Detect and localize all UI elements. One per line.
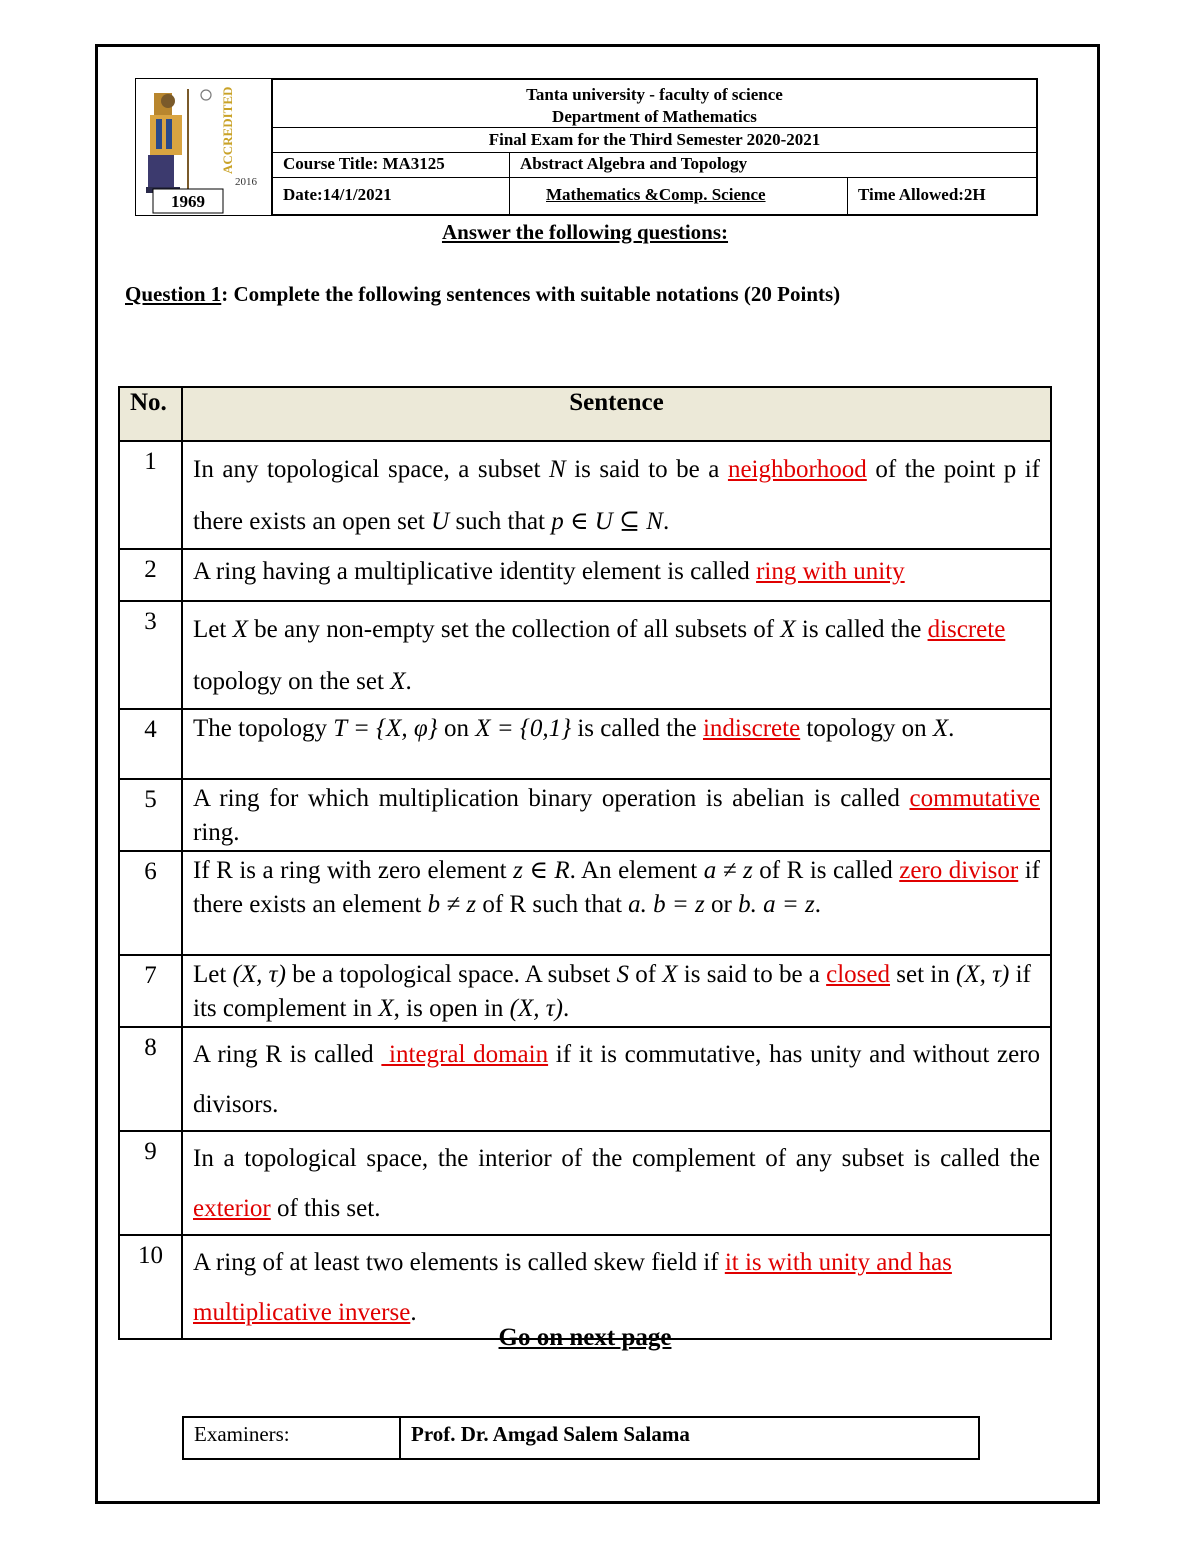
sentence-text: . An element [569, 857, 704, 884]
math-expr: X [780, 616, 796, 643]
sentence-text: A ring for which multiplication binary operation is abelian is called [193, 785, 910, 812]
question-1-heading [125, 282, 840, 307]
sentence-text: of [628, 961, 663, 988]
row-number: 7 [119, 955, 182, 1027]
sentence-cell [182, 851, 1051, 955]
answer-text: discrete [927, 616, 1006, 643]
course-title: Course Title: MA3125 [283, 154, 445, 173]
header-sentence: Sentence [182, 387, 1051, 441]
sentence-text: on [437, 715, 476, 742]
university-logo [135, 78, 272, 216]
math-expr: X = {0,1} [475, 715, 572, 742]
row-number: 4 [119, 709, 182, 779]
sentence-text: The topology [193, 715, 334, 742]
sentence-text: is called the [795, 616, 928, 643]
math-expr: U [431, 508, 450, 535]
exam-date: Date:14/1/2021 [283, 185, 392, 204]
math-expr: T = {X, φ} [333, 715, 438, 742]
date-row [273, 178, 1036, 216]
sentence-text: topology on the set [193, 668, 391, 695]
math-expr: (X, τ) [955, 961, 1010, 988]
sentence-text: , is open in [393, 995, 510, 1022]
time-allowed: Time Allowed:2H [847, 178, 1036, 216]
sentence-text: A ring having a multiplicative identity element is called [193, 558, 757, 585]
sentence-cell [182, 1131, 1051, 1235]
sentence-text: A ring of at least two elements is called skew field if [193, 1249, 725, 1276]
sentence-cell [182, 709, 1051, 779]
sentence-text: such that [449, 508, 552, 535]
row-number: 8 [119, 1027, 182, 1131]
answer-text: exterior [193, 1195, 271, 1222]
math-expr: a ≠ z [703, 857, 753, 884]
answer-text: integral domain [381, 1041, 549, 1068]
logo-year: 1969 [171, 192, 205, 211]
university-name: Tanta university - faculty of science [526, 85, 783, 104]
sentence-text: In any topological space, a subset [193, 456, 549, 483]
row-number: 2 [119, 549, 182, 601]
sentence-text: topology on [800, 715, 933, 742]
table-row [119, 441, 1051, 549]
table-row [119, 851, 1051, 955]
math-expr: X [390, 668, 406, 695]
answer-text: neighborhood [727, 456, 867, 483]
sentences-table [118, 386, 1052, 1340]
sentence-text: if it is commutative, has unity and without zero divisors. [193, 1041, 1041, 1118]
examiners-table [182, 1416, 980, 1460]
sentence-cell [182, 601, 1051, 709]
row-number: 5 [119, 779, 182, 851]
answer-text: closed [826, 961, 891, 988]
sentence-text: . [563, 995, 570, 1022]
sentence-text: of R such that [476, 891, 629, 918]
examiners-label: Examiners: [183, 1417, 400, 1459]
row-number: 10 [119, 1235, 182, 1339]
row-number: 9 [119, 1131, 182, 1235]
answer-text: zero divisor [899, 857, 1019, 884]
header-institution [273, 80, 1036, 128]
examiner-name: Prof. Dr. Amgad Salem Salama [400, 1417, 979, 1459]
sentence-text: . [410, 1299, 417, 1326]
sentence-text: . [814, 891, 821, 918]
sentence-text: of the point p if there exists an open set [193, 456, 1041, 535]
row-number: 1 [119, 441, 182, 549]
table-row [119, 549, 1051, 601]
math-expr: p ∈ U ⊆ N [551, 508, 663, 535]
sentence-text: of this set. [270, 1195, 381, 1222]
sentence-cell [182, 779, 1051, 851]
row-number: 3 [119, 601, 182, 709]
table-row [119, 1131, 1051, 1235]
answer-text: commutative [909, 785, 1040, 812]
math-expr: a. b = z [628, 891, 705, 918]
question-1-label: Question 1 [125, 282, 222, 306]
sentence-text: of R is called [752, 857, 900, 884]
sentence-text: or [704, 891, 739, 918]
sentence-text: . [662, 508, 670, 535]
program-name: Mathematics &Comp. Science [546, 185, 766, 204]
table-row [119, 1027, 1051, 1131]
go-next-page: Go on next page [498, 1324, 672, 1351]
math-expr: z ∈ R [513, 857, 570, 884]
sentence-text: set in [890, 961, 956, 988]
sentence-text: is said to be a [565, 456, 728, 483]
course-name: Abstract Algebra and Topology [509, 153, 1036, 177]
math-expr: b ≠ z [427, 891, 477, 918]
department-name: Department of Mathematics [552, 107, 757, 126]
math-expr: X [662, 961, 678, 988]
sentence-text: be a topological space. A subset [285, 961, 617, 988]
logo-accredited-year: 2016 [235, 176, 257, 188]
instructions-heading: Answer the following questions: [441, 220, 729, 244]
math-expr: N [548, 456, 566, 483]
sentence-text: Let [193, 616, 233, 643]
sentence-cell [182, 441, 1051, 549]
logo-accredited-text: ACCREDITED [220, 86, 235, 174]
sentence-text: . [948, 715, 955, 742]
answer-text: ring with unity [756, 558, 905, 585]
answer-text: indiscrete [702, 715, 801, 742]
math-expr: X [932, 715, 949, 742]
math-expr: (X, τ) [509, 995, 564, 1022]
sentence-text: In a topological space, the interior of the complement of any subset is called the [193, 1145, 1040, 1172]
sentence-cell [182, 955, 1051, 1027]
program-cell [509, 178, 847, 216]
header-no: No. [119, 387, 182, 441]
table-header-row [119, 387, 1051, 441]
table-row [119, 709, 1051, 779]
pharaoh-logo-icon [136, 79, 271, 215]
exam-title: Final Exam for the Third Semester 2020-2021 [273, 128, 1036, 153]
sentence-text: is called the [571, 715, 703, 742]
exam-header [271, 78, 1038, 216]
sentence-cell [182, 1027, 1051, 1131]
sentence-text: ring. [193, 819, 240, 846]
sentence-text: if there exists an element [193, 857, 1040, 918]
sentence-cell [182, 549, 1051, 601]
table-row [119, 779, 1051, 851]
sentence-text: If R is a ring with zero element [193, 857, 514, 884]
answer-text: it is with unity and has multiplicative inverse [193, 1249, 952, 1326]
sentence-text: is said to be a [677, 961, 827, 988]
sentence-text: A ring R is called [193, 1041, 382, 1068]
question-1-text: : Complete the following sentences with suitable notations (20 Points) [221, 282, 841, 306]
sentence-text: be any non-empty set the collection of all subsets of [247, 616, 781, 643]
math-expr: (X, τ) [232, 961, 286, 988]
math-expr: S [616, 961, 629, 988]
course-row [273, 153, 1036, 178]
sentence-text: if its complement in [193, 961, 1031, 1022]
sentence-text: . [405, 668, 412, 695]
math-expr: b. a = z [738, 891, 815, 918]
row-number: 6 [119, 851, 182, 955]
math-expr: X [232, 616, 248, 643]
table-row [119, 955, 1051, 1027]
sentence-text: Let [193, 961, 233, 988]
table-row [119, 601, 1051, 709]
math-expr: X [378, 995, 394, 1022]
